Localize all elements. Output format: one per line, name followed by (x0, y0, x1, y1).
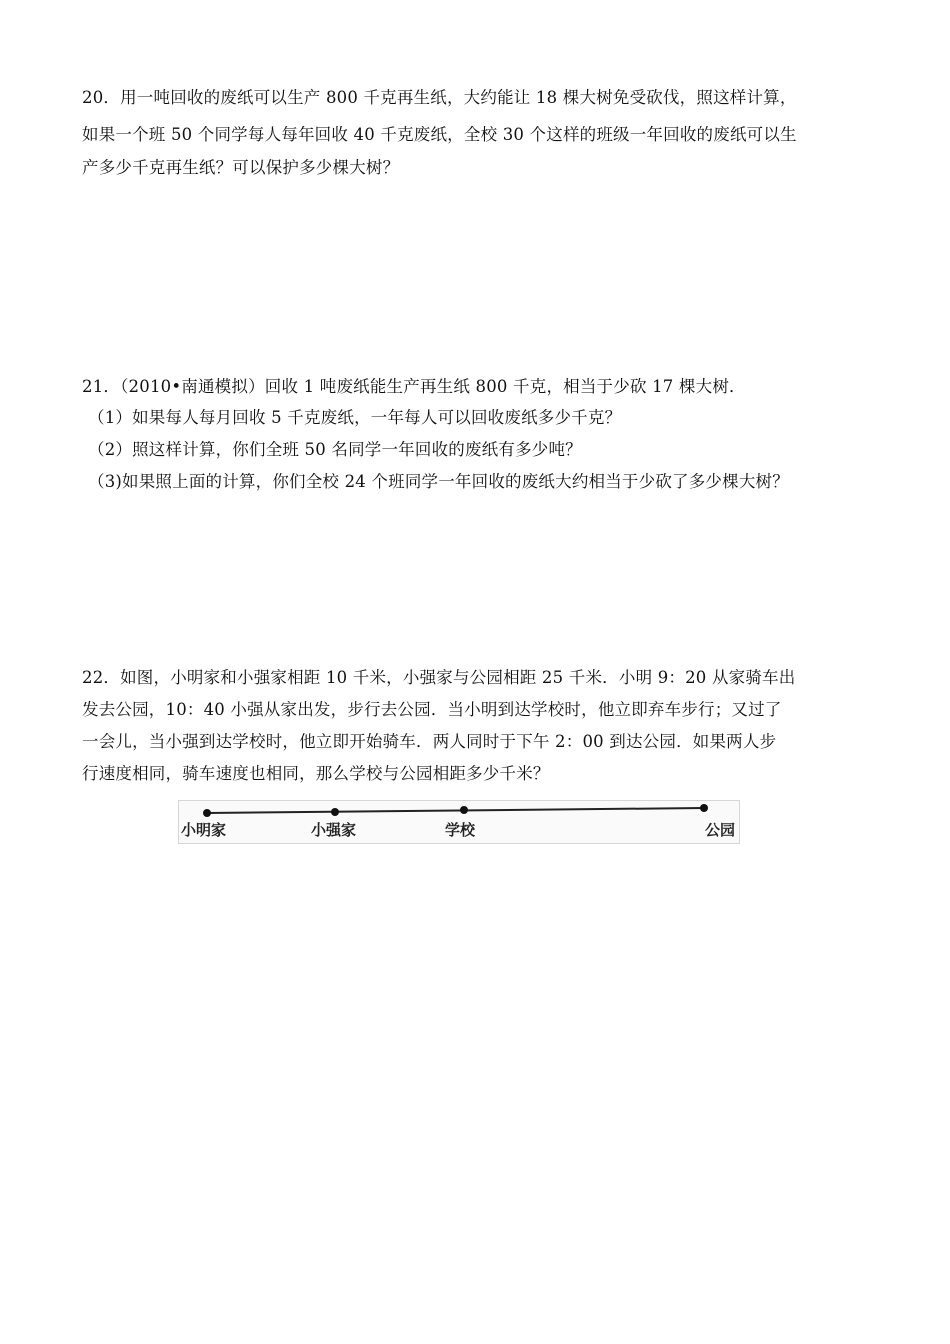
school-dot (460, 806, 468, 814)
q21-stem: 21．（2010•南通模拟）回收 1 吨废纸能生产再生纸 800 千克，相当于少砍 17 棵大树． (82, 377, 746, 396)
xiaoqiang-home-label: 小强家 (311, 821, 357, 839)
xiaoqiang-home-dot (331, 808, 339, 816)
route-diagram (178, 800, 740, 844)
route-line (207, 808, 704, 813)
q21-part-1: （1）如果每人每月回收 5 千克废纸，一年每人可以回收废纸多少千克？ (88, 408, 622, 427)
park-dot (700, 804, 708, 812)
q20-line-1: 20．用一吨回收的废纸可以生产 800 千克再生纸，大约能让 18 棵大树免受砍伐，照这样计算， (82, 88, 797, 107)
q22-line-4: 行速度相同，骑车速度也相同，那么学校与公园相距多少千米？ (82, 764, 550, 783)
q20-line-3: 产多少千克再生纸？可以保护多少棵大树？ (82, 158, 400, 177)
q20-line-2: 如果一个班 50 个同学每人每年回收 40 千克废纸，全校 30 个这样的班级一年回收的废纸可以生 (82, 125, 797, 144)
school-label: 学校 (445, 821, 476, 839)
q22-line-2: 发去公园，10：40 小强从家出发，步行去公园．当小明到达学校时，他立即弃车步行；又过了 (82, 700, 782, 719)
q21-part-2: （2）照这样计算，你们全班 50 名同学一年回收的废纸有多少吨？ (88, 440, 582, 459)
xiaoming-home-dot (203, 809, 211, 817)
q21-part-3: （3)如果照上面的计算，你们全校 24 个班同学一年回收的废纸大约相当于少砍了多少棵大树？ (88, 472, 789, 491)
park-label: 公园 (705, 821, 736, 839)
xiaoming-home-label: 小明家 (181, 821, 227, 839)
q22-line-1: 22．如图，小明家和小强家相距 10 千米，小强家与公园相距 25 千米．小明 9：20 从家骑车出 (82, 668, 796, 687)
q22-line-3: 一会儿，当小强到达学校时，他立即开始骑车．两人同时于下午 2：00 到达公园．如果两人步 (82, 732, 777, 751)
